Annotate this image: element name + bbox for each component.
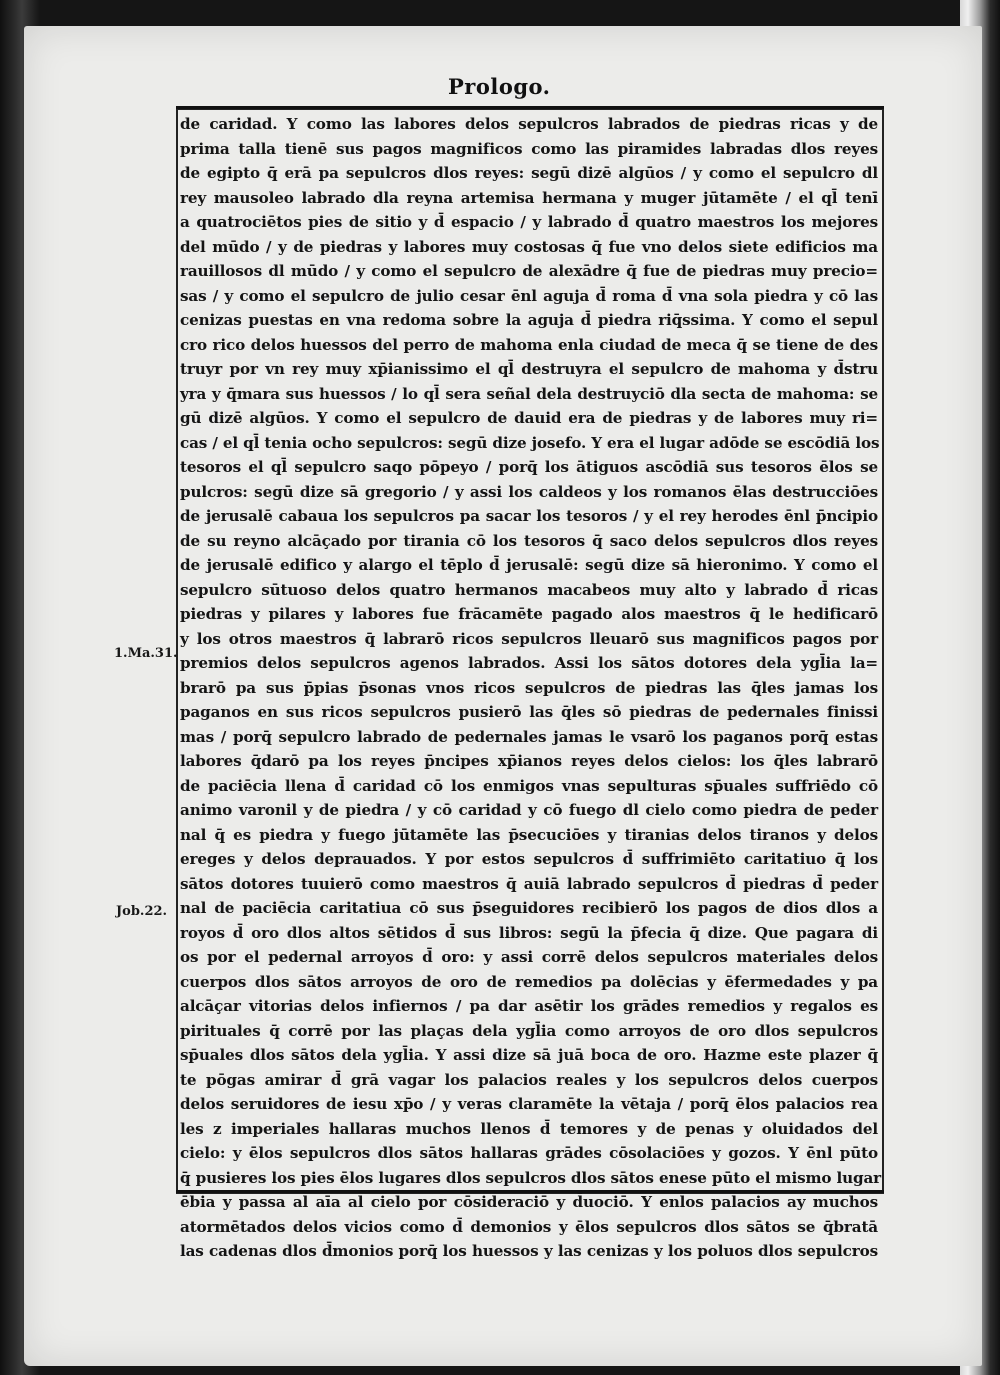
text-line: labores q̄darō pa los reyes p̄ncipes xp̄ianos reyes delos cielos: los q̄les labrarō [180, 752, 878, 770]
text-line: del mūdo / y de piedras y labores muy costosas q̄ fue vno delos siete edificios ma [180, 237, 878, 256]
text-line: nal q̄ es piedra y fuego jūtamēte las p̄secuciōes y tiranias delos tiranos y delos [180, 825, 878, 844]
text-line: les z imperiales hallaras muchos llenos d̄ temores y de penas y oluidados del [180, 1119, 878, 1138]
text-line: truyr por vn rey muy xp̄ianissimo el ql̄ destruyra el sepulcro de mahoma y d̄stru [180, 360, 878, 378]
text-line: sepulcro sūtuoso delos quatro hermanos macabeos muy alto y labrado d̄ ricas [180, 580, 878, 599]
text-line: prima talla tienē sus pagos magnificos como las piramides labradas dlos reyes [180, 139, 878, 158]
text-line: rauillosos dl mūdo / y como el sepulcro de alexādre q̄ fue de piedras muy precio= [180, 262, 878, 280]
text-line: a quatrociētos pies de sitio y d̄ espacio / y labrado d̄ quatro maestros los mejores [180, 213, 878, 231]
text-line: pulcros: segū dize sā gregorio / y assi los caldeos y los romanos ēlas destrucciōes [180, 482, 878, 501]
text-line: delos seruidores de iesu xp̄o / y veras claramēte la vētaja / porq̄ ēlos palacios rea [180, 1095, 878, 1113]
text-line: de jerusalē edifico y alargo el tēplo d̄ jerusalē: segū dize sā hieronimo. Y como el [180, 556, 878, 574]
text-line: te pōgas amirar d̄ grā vagar los palacios reales y los sepulcros delos cuerpos [180, 1070, 878, 1089]
margin-reference: 1.Ma.31. [114, 646, 178, 661]
text-line: de jerusalē cabaua los sepulcros pa sacar los tesoros / y el rey herodes ēnl p̄ncipio [180, 507, 878, 525]
text-line: las cadenas dlos d̄monios porq̄ los huessos y las cenizas y los poluos dlos sepulcros [180, 1242, 878, 1260]
text-line: cro rico delos huessos del perro de mahoma enla ciudad de meca q̄ se tiene de des [180, 335, 878, 354]
running-header: Prologo. [448, 74, 551, 99]
text-line: pirituales q̄ corrē por las plaças dela ygl̄ia como arroyos de oro dlos sepulcros [180, 1021, 878, 1040]
text-line: yra y q̄mara sus huessos / lo ql̄ sera señal dela destruyciō dla secta de mahoma: se [180, 384, 878, 403]
text-line: sas / y como el sepulcro de julio cesar ēnl aguja d̄ roma d̄ vna sola piedra y cō las [180, 286, 878, 305]
margin-reference: Job.22. [116, 904, 168, 919]
text-line: sp̄uales dlos sātos dela ygl̄ia. Y assi dize sā juā boca de oro. Hazme este plazer q̄ [180, 1046, 878, 1064]
text-line: nal de paciēcia caritatiua cō sus p̄seguidores recibierō los pagos de dios dlos a [180, 899, 878, 917]
text-line: cuerpos dlos sātos arroyos de oro de remedios pa dolēcias y ēfermedades y pa [180, 972, 878, 991]
text-line: rey mausoleo labrado dla reyna artemisa hermana y muger jūtamēte / el ql̄ tenī [180, 188, 878, 207]
text-line: royos d̄ oro dlos altos sētidos d̄ sus libros: segū la p̄fecia q̄ dize. Que pagara di [180, 923, 878, 942]
text-line: os por el pedernal arroyos d̄ oro: y assi corrē delos sepulcros materiales delos [180, 948, 878, 966]
text-line: atormētados delos vicios como d̄ demonios y ēlos sepulcros dlos sātos se q̄bratā [180, 1217, 878, 1236]
text-line: alcāçar vitorias delos infiernos / pa dar asētir los grādes remedios y regalos es [180, 997, 878, 1015]
text-line: paganos en sus ricos sepulcros pusierō las q̄les sō piedras de pedernales finissi [180, 703, 878, 721]
text-line: de caridad. Y como las labores delos sepulcros labrados de piedras ricas y de [180, 115, 878, 133]
text-line: premios delos sepulcros agenos labrados. Assi los sātos dotores dela ygl̄ia la= [180, 654, 878, 672]
text-line: gū dizē algūos. Y como el sepulcro de dauid era de piedras y de labores muy ri= [180, 409, 878, 427]
text-line: y los otros maestros q̄ labrarō ricos sepulcros lleuarō sus magnificos pagos por [180, 629, 878, 648]
text-line: piedras y pilares y labores fue frācamēte pagado alos maestros q̄ le hedificarō [180, 605, 878, 623]
text-line: tesoros el ql̄ sepulcro saqo pōpeyo / porq̄ los ātiguos ascōdiā sus tesoros ēlos se [180, 458, 878, 476]
text-line: de su reyno alcāçado por tirania cō los tesoros q̄ saco delos sepulcros dlos reyes [180, 531, 878, 550]
text-line: animo varonil y de piedra / y cō caridad y cō fuego dl cielo como piedra de peder [180, 801, 878, 819]
text-line: brarō pa sus p̄pias p̄sonas vnos ricos sepulcros de piedras las q̄les jamas los [180, 678, 878, 697]
text-line: cas / el ql̄ tenia ocho sepulcros: segū dize josefo. Y era el lugar adōde se escōdiā los [180, 433, 880, 452]
text-line: ēbia y passa al aīa al cielo por cōsideraciō y d̄uociō. Y enlos palacios ay muchos [180, 1193, 878, 1211]
text-line: de paciēcia llena d̄ caridad cō los enmigos vnas sepulturas sp̄uales suffriēdo cō [180, 776, 878, 795]
text-line: de egipto q̄ erā pa sepulcros dlos reyes: segū dizē algūos / y como el sepulcro dl [180, 164, 878, 182]
text-line: mas / porq̄ sepulcro labrado de pedernales jamas le vsarō los paganos porq̄ estas [180, 727, 878, 746]
text-line: ereges y delos deprauados. Y por estos sepulcros d̄ suffrimiēto caritatiuo q̄ los [180, 850, 878, 868]
text-line: sātos dotores tuuierō como maestros q̄ auiā labrado sepulcros d̄ piedras d̄ peder [180, 874, 878, 893]
text-line: cielo: y ēlos sepulcros dlos sātos hallaras grādes cōsolaciōes y gozos. Y ēnl pūto [180, 1144, 878, 1162]
frame-top-rule [176, 106, 884, 109]
text-line: q̄ pusieres los pies ēlos lugares dlos sepulcros dlos sātos enese pūto el mismo lugar [180, 1168, 882, 1187]
text-line: cenizas puestas en vna redoma sobre la aguja d̄ piedra riq̄ssima. Y como el sepul [180, 311, 878, 329]
body-text [180, 112, 882, 1260]
